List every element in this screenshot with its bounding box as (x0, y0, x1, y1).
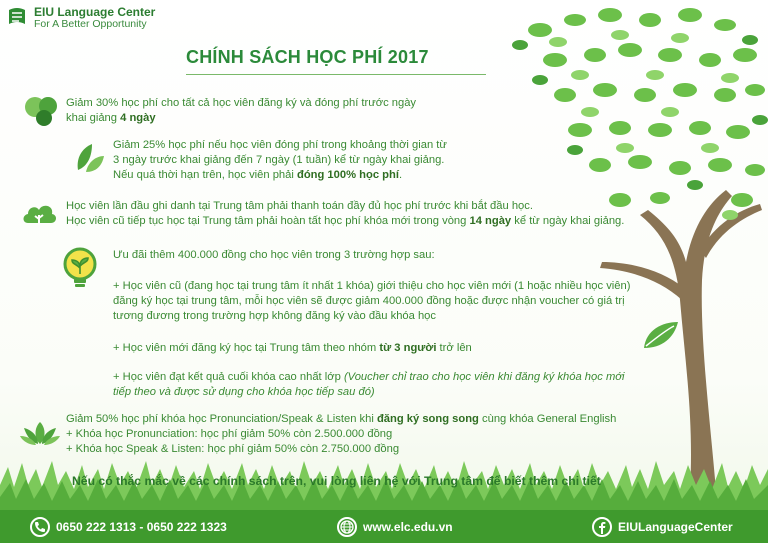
contact-note: Nếu có thắc mắc về các chính sách trên, vui lòng liên hệ với Trung tâm để biết thêm chi tiết (72, 474, 601, 488)
course-discount-text: Giảm 50% học phí khóa học Pronunciation/Speak & Listen khi đăng ký song song cùng khóa General English + Khóa học Pronunciation: học phí giảm 50% còn 2.500.000 đồng + Khóa học Speak & Listen: học phí giảm 50% còn 2.750.000 đồng (66, 413, 617, 455)
website-url: www.elc.edu.vn (363, 520, 453, 534)
payment-rule-text: Học viên lần đầu ghi danh tại Trung tâm phải thanh toán đầy đủ học phí trước khi bắt đầu học. Học viên cũ tiếp tục học tại Trung tâm phải hoàn tất học phí khóa mới trong vòng 14 ngày kể từ ngày khai giảng. (66, 200, 625, 227)
discount-30-text: Giảm 30% học phí cho tất cả học viên đăng ký và đóng phí trước ngày khai giảng 4 ngày (66, 97, 417, 124)
lightbulb-plant-icon (60, 246, 100, 290)
leaf-icon (640, 318, 680, 352)
phone-icon (30, 517, 50, 537)
leaves-icon (72, 140, 106, 174)
eiu-logo-icon (6, 6, 28, 28)
brand-logo[interactable] (6, 4, 206, 30)
bonus-case-group: + Học viên mới đăng ký học tại Trung tâm theo nhóm từ 3 người trở lên (113, 342, 472, 354)
page-title: CHÍNH SÁCH HỌC PHÍ 2017 (186, 47, 429, 67)
brand-tagline: For A Better Opportunity (34, 18, 147, 30)
green-circles-icon (24, 95, 60, 127)
globe-icon (337, 517, 357, 537)
lotus-icon (20, 420, 60, 446)
facebook-icon (592, 517, 612, 537)
facebook-handle: EIULanguageCenter (618, 520, 733, 534)
discount-25-text: Giảm 25% học phí nếu học viên đóng phí trong khoảng thời gian từ 3 ngày trước khai giảng đến 7 ngày (1 tuần) kể từ ngày khai giảng. Nếu quá thời hạn trên, học viên phải đóng 100% học phí. (113, 139, 447, 181)
bonus-case-top-student: + Học viên đạt kết quả cuối khóa cao nhất lớp (Voucher chỉ trao cho học viên khi đăng ký khóa học mới tiếp theo và được sử dụng cho khóa học tiếp sau đó) (113, 371, 625, 398)
title-underline (186, 74, 486, 75)
footer-bar (0, 510, 768, 543)
cloud-tree-icon (20, 197, 58, 229)
phone-numbers: 0650 222 1313 - 0650 222 1323 (56, 520, 227, 534)
brand-name: EIU Language Center (34, 5, 156, 19)
bonus-case-referral: + Học viên cũ (đang học tại trung tâm ít nhất 1 khóa) giới thiệu cho học viên mới (1 hoặc nhiều học viên) đăng ký học tại trung tâm, mỗi học viên sẽ được giảm 400.000 đồng hoặc được nhận voucher có giá trị tương đương trong trường hợp không đăng ký vào đầu khóa học (113, 280, 631, 322)
bonus-intro-text: Ưu đãi thêm 400.000 đồng cho học viên trong 3 trường hợp sau: (113, 249, 435, 261)
